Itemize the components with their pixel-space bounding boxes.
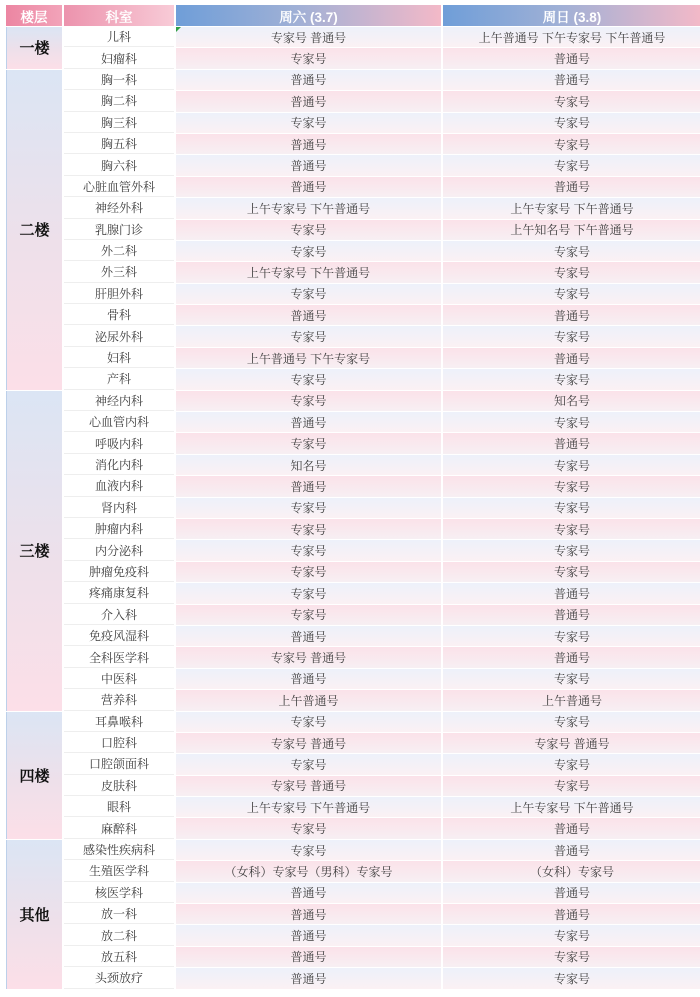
department-cell: 疼痛康复科 — [64, 583, 174, 603]
sunday-cell: 普通号 — [443, 70, 700, 90]
department-cell: 胸五科 — [64, 134, 174, 154]
table-row — [6, 690, 700, 710]
table-row — [6, 155, 700, 175]
sunday-cell: 普通号 — [443, 583, 700, 603]
saturday-cell: 普通号 — [176, 883, 441, 903]
header-floor: 楼层 — [6, 5, 62, 26]
department-cell: 中医科 — [64, 669, 174, 689]
department-cell: 妇科 — [64, 348, 174, 368]
sunday-cell: 专家号 — [443, 113, 700, 133]
department-cell: 呼吸内科 — [64, 433, 174, 453]
department-cell: 胸二科 — [64, 91, 174, 111]
department-cell: 耳鼻喉科 — [64, 712, 174, 732]
table-row — [6, 220, 700, 240]
saturday-cell: 专家号 — [176, 818, 441, 838]
sunday-cell: 普通号 — [443, 840, 700, 860]
table-row — [6, 861, 700, 881]
table-row — [6, 134, 700, 154]
saturday-cell: 普通号 — [176, 669, 441, 689]
saturday-cell: 专家号 普通号 — [176, 776, 441, 796]
saturday-cell: 上午专家号 下午普通号 — [176, 198, 441, 218]
sunday-cell: 上午普通号 下午专家号 下午普通号 — [443, 27, 700, 47]
department-cell: 介入科 — [64, 605, 174, 625]
department-cell: 神经外科 — [64, 198, 174, 218]
sunday-cell: 专家号 — [443, 968, 700, 988]
saturday-cell: 专家号 — [176, 220, 441, 240]
saturday-cell: 上午专家号 下午普通号 — [176, 262, 441, 282]
sunday-cell: 专家号 — [443, 155, 700, 175]
saturday-cell: 专家号 — [176, 605, 441, 625]
sunday-cell: 普通号 — [443, 305, 700, 325]
table-row — [6, 647, 700, 667]
saturday-cell: 专家号 — [176, 712, 441, 732]
floor-cell: 其他 — [6, 840, 62, 989]
sunday-cell: 专家号 — [443, 241, 700, 261]
table-row — [6, 583, 700, 603]
sunday-cell: 上午专家号 下午普通号 — [443, 797, 700, 817]
sunday-cell: 普通号 — [443, 433, 700, 453]
department-cell: 心脏血管外科 — [64, 177, 174, 197]
department-cell: 泌尿外科 — [64, 326, 174, 346]
department-cell: 血液内科 — [64, 476, 174, 496]
department-cell: 内分泌科 — [64, 540, 174, 560]
saturday-cell: 普通号 — [176, 305, 441, 325]
table-row — [6, 669, 700, 689]
table-row — [6, 177, 700, 197]
saturday-cell: 专家号 — [176, 284, 441, 304]
sunday-cell: 专家号 — [443, 369, 700, 389]
department-cell: 心血管内科 — [64, 412, 174, 432]
sunday-cell: 专家号 — [443, 326, 700, 346]
department-cell: 肾内科 — [64, 498, 174, 518]
saturday-cell: 专家号 普通号 — [176, 733, 441, 753]
sunday-cell: 普通号 — [443, 177, 700, 197]
saturday-cell: 专家号 — [176, 369, 441, 389]
table-row — [6, 391, 700, 411]
saturday-cell: 专家号 — [176, 241, 441, 261]
table-row — [6, 776, 700, 796]
sunday-cell: 专家号 — [443, 476, 700, 496]
floor-cell: 三楼 — [6, 391, 62, 711]
sunday-cell: 专家号 — [443, 91, 700, 111]
saturday-cell: 普通号 — [176, 904, 441, 924]
sunday-cell: 上午普通号 — [443, 690, 700, 710]
table-row — [6, 883, 700, 903]
sunday-cell: 专家号 — [443, 134, 700, 154]
sunday-cell: 专家号 — [443, 669, 700, 689]
table-row — [6, 904, 700, 924]
department-cell: 外二科 — [64, 241, 174, 261]
floor-cell: 二楼 — [6, 70, 62, 390]
table-row — [6, 455, 700, 475]
table-row — [6, 326, 700, 346]
floor-cell: 四楼 — [6, 712, 62, 839]
saturday-cell: 专家号 — [176, 326, 441, 346]
sunday-cell: 普通号 — [443, 904, 700, 924]
department-cell: 外三科 — [64, 262, 174, 282]
sunday-cell: 专家号 普通号 — [443, 733, 700, 753]
table-row — [6, 284, 700, 304]
department-cell: 生殖医学科 — [64, 861, 174, 881]
saturday-cell: 专家号 — [176, 840, 441, 860]
table-row — [6, 113, 700, 133]
department-cell: 肿瘤内科 — [64, 519, 174, 539]
saturday-cell: 普通号 — [176, 134, 441, 154]
table-row — [6, 27, 700, 47]
table-row — [6, 818, 700, 838]
table-row — [6, 797, 700, 817]
sunday-cell: 专家号 — [443, 412, 700, 432]
header-row — [6, 5, 700, 26]
table-row — [6, 91, 700, 111]
saturday-cell: 普通号 — [176, 177, 441, 197]
saturday-cell: 普通号 — [176, 155, 441, 175]
saturday-cell: 上午普通号 — [176, 690, 441, 710]
sunday-cell: 知名号 — [443, 391, 700, 411]
sunday-cell: 普通号 — [443, 348, 700, 368]
table-row — [6, 305, 700, 325]
department-cell: 放二科 — [64, 925, 174, 945]
sunday-cell: 专家号 — [443, 776, 700, 796]
saturday-cell: 专家号 — [176, 754, 441, 774]
table-row — [6, 476, 700, 496]
department-cell: 妇瘤科 — [64, 48, 174, 68]
sunday-cell: 专家号 — [443, 455, 700, 475]
table-row — [6, 348, 700, 368]
table-row — [6, 605, 700, 625]
table-row — [6, 198, 700, 218]
saturday-cell: 专家号 — [176, 48, 441, 68]
department-cell: 胸一科 — [64, 70, 174, 90]
department-cell: 乳腺门诊 — [64, 220, 174, 240]
schedule-table — [4, 4, 700, 990]
saturday-cell: 上午普通号 下午专家号 — [176, 348, 441, 368]
sunday-cell: 上午知名号 下午普通号 — [443, 220, 700, 240]
table-row — [6, 925, 700, 945]
table-row — [6, 540, 700, 560]
table-row — [6, 70, 700, 90]
table-row — [6, 968, 700, 988]
saturday-cell: 专家号 — [176, 498, 441, 518]
table-row — [6, 840, 700, 860]
table-row — [6, 412, 700, 432]
table-row — [6, 498, 700, 518]
department-cell: 感染性疾病科 — [64, 840, 174, 860]
sunday-cell: 专家号 — [443, 626, 700, 646]
comment-marker-icon — [176, 27, 181, 32]
saturday-cell: 普通号 — [176, 476, 441, 496]
sunday-cell: 专家号 — [443, 498, 700, 518]
department-cell: 营养科 — [64, 690, 174, 710]
table-row — [6, 626, 700, 646]
table-row — [6, 712, 700, 732]
table-row — [6, 754, 700, 774]
department-cell: 口腔颌面科 — [64, 754, 174, 774]
table-row — [6, 562, 700, 582]
table-row — [6, 369, 700, 389]
department-cell: 头颈放疗 — [64, 968, 174, 988]
department-cell: 核医学科 — [64, 883, 174, 903]
sunday-cell: 普通号 — [443, 818, 700, 838]
sunday-cell: 专家号 — [443, 947, 700, 967]
sunday-cell: 普通号 — [443, 647, 700, 667]
sunday-cell: 普通号 — [443, 605, 700, 625]
department-cell: 儿科 — [64, 27, 174, 47]
department-cell: 眼科 — [64, 797, 174, 817]
sunday-cell: 专家号 — [443, 262, 700, 282]
department-cell: 皮肤科 — [64, 776, 174, 796]
sunday-cell: 普通号 — [443, 883, 700, 903]
saturday-cell: 上午专家号 下午普通号 — [176, 797, 441, 817]
sunday-cell: 上午专家号 下午普通号 — [443, 198, 700, 218]
table-row — [6, 433, 700, 453]
department-cell: 神经内科 — [64, 391, 174, 411]
saturday-cell: 普通号 — [176, 968, 441, 988]
header-sunday: 周日 (3.8) — [443, 5, 700, 26]
department-cell: 肝胆外科 — [64, 284, 174, 304]
sunday-cell: （女科）专家号 — [443, 861, 700, 881]
table-row — [6, 519, 700, 539]
sunday-cell: 专家号 — [443, 562, 700, 582]
sunday-cell: 专家号 — [443, 284, 700, 304]
saturday-cell: 专家号 — [176, 562, 441, 582]
saturday-cell: 专家号 — [176, 391, 441, 411]
sunday-cell: 专家号 — [443, 925, 700, 945]
saturday-cell: 知名号 — [176, 455, 441, 475]
sunday-cell: 专家号 — [443, 712, 700, 732]
department-cell: 麻醉科 — [64, 818, 174, 838]
saturday-cell: 专家号 — [176, 433, 441, 453]
floor-cell: 一楼 — [6, 27, 62, 69]
saturday-cell: 普通号 — [176, 412, 441, 432]
saturday-cell: 专家号 普通号 — [176, 647, 441, 667]
department-cell: 胸三科 — [64, 113, 174, 133]
sunday-cell: 专家号 — [443, 754, 700, 774]
saturday-cell: 专家号 — [176, 113, 441, 133]
department-cell: 骨科 — [64, 305, 174, 325]
department-cell: 肿瘤免疫科 — [64, 562, 174, 582]
table-row — [6, 947, 700, 967]
saturday-cell: 专家号 — [176, 519, 441, 539]
department-cell: 免疫风湿科 — [64, 626, 174, 646]
department-cell: 全科医学科 — [64, 647, 174, 667]
sunday-cell: 普通号 — [443, 48, 700, 68]
saturday-cell: （女科）专家号（男科）专家号 — [176, 861, 441, 881]
saturday-cell: 普通号 — [176, 947, 441, 967]
saturday-cell: 专家号 普通号 — [176, 27, 441, 47]
table-row — [6, 262, 700, 282]
table-row — [6, 48, 700, 68]
department-cell: 产科 — [64, 369, 174, 389]
saturday-cell: 专家号 — [176, 583, 441, 603]
department-cell: 放一科 — [64, 904, 174, 924]
department-cell: 消化内科 — [64, 455, 174, 475]
header-saturday: 周六 (3.7) — [176, 5, 441, 26]
sunday-cell: 专家号 — [443, 540, 700, 560]
saturday-cell: 普通号 — [176, 626, 441, 646]
department-cell: 胸六科 — [64, 155, 174, 175]
department-cell: 口腔科 — [64, 733, 174, 753]
department-cell: 放五科 — [64, 947, 174, 967]
saturday-cell: 普通号 — [176, 70, 441, 90]
sunday-cell: 专家号 — [443, 519, 700, 539]
saturday-cell: 普通号 — [176, 91, 441, 111]
saturday-cell: 普通号 — [176, 925, 441, 945]
saturday-cell: 专家号 — [176, 540, 441, 560]
table-row — [6, 733, 700, 753]
table-row — [6, 241, 700, 261]
header-department: 科室 — [64, 5, 174, 26]
